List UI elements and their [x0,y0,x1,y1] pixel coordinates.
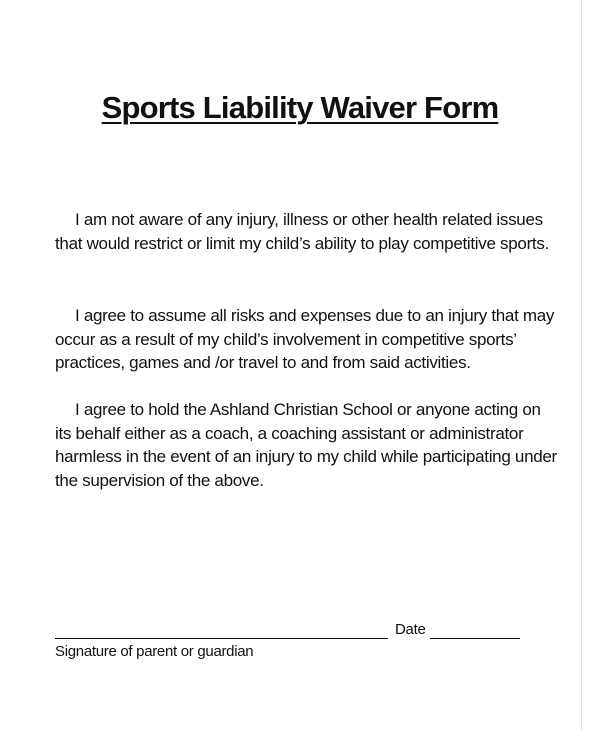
document-title-text: Sports Liability Waiver Form [101,90,499,125]
signature-row [55,620,525,644]
date-line[interactable] [430,638,520,639]
health-statement-paragraph: I am not aware of any injury, illness or other health related issues that would restrict or limit my child’s ability to play competitive sports. [55,210,549,253]
date-label: Date [395,621,426,638]
signature-line[interactable] [55,638,388,639]
hold-harmless-paragraph: I agree to hold the Ashland Christian School or anyone acting on its behalf either as a coach, a coaching assistant or administrator harmless in the event of an injury to my child while participating under the supervision of the above. [55,400,557,490]
risk-assumption-paragraph: I agree to assume all risks and expenses due to an injury that may occur as a result of my child’s involvement in competitive sports’ practices, games and /or travel to and from said activities. [55,306,555,372]
signature-caption: Signature of parent or guardian [55,643,254,660]
document-title [0,88,600,128]
